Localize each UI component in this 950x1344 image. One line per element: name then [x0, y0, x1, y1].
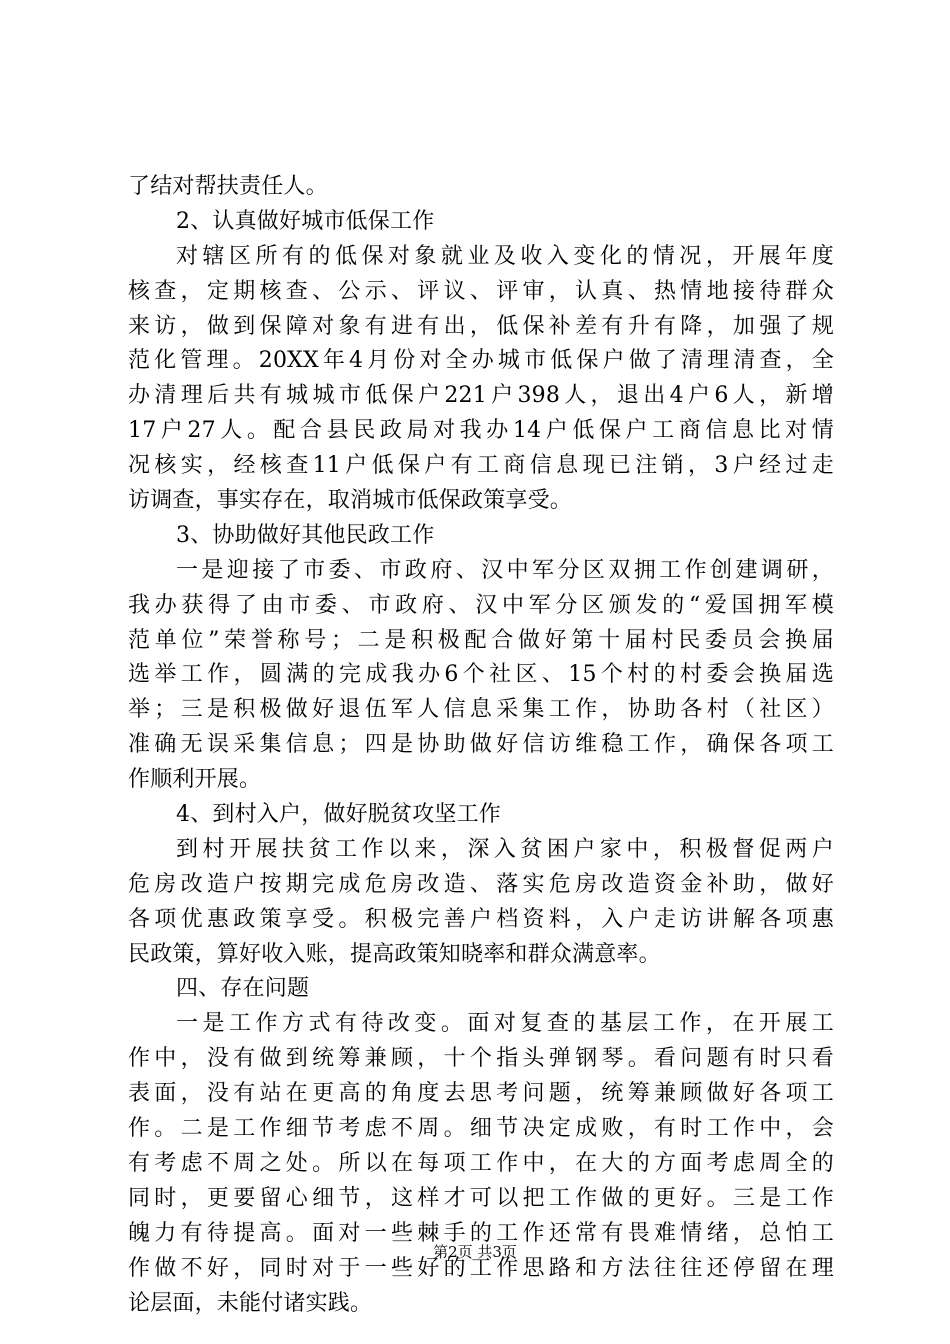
paragraph-line: 论层面，未能付诸实践。: [128, 1290, 373, 1316]
paragraph-line: 办清理后共有城城市低保户221户398人，退出4户6人，新增: [128, 383, 834, 409]
paragraph-line: 表面，没有站在更高的角度去思考问题，统筹兼顾做好各项工: [128, 1081, 834, 1107]
paragraph-line: 一是工作方式有待改变。面对复查的基层工作，在开展工: [176, 1011, 834, 1037]
section-heading: 3、协助做好其他民政工作: [176, 522, 435, 548]
paragraph-line: 到村开展扶贫工作以来，深入贫困户家中，积极督促两户: [176, 836, 834, 862]
paragraph-line: 有考虑不周之处。所以在每项工作中，在大的方面考虑周全的: [128, 1150, 834, 1176]
section-heading: 四、存在问题: [176, 976, 310, 1002]
paragraph-line: 来访，做到保障对象有进有出，低保补差有升有降，加强了规: [128, 313, 834, 339]
paragraph-line: 一是迎接了市委、市政府、汉中军分区双拥工作创建调研，: [176, 557, 834, 583]
paragraph-line: 举；三是积极做好退伍军人信息采集工作，协助各村（社区）: [128, 697, 834, 723]
paragraph-line: 准确无误采集信息；四是协助做好信访维稳工作，确保各项工: [128, 732, 834, 758]
paragraph-line: 选举工作，圆满的完成我办6个社区、15个村的村委会换届选: [128, 662, 834, 688]
section-heading: 4、到村入户，做好脱贫攻坚工作: [176, 802, 501, 828]
paragraph-line: 魄力有待提高。面对一些棘手的工作还常有畏难情绪，总怕工: [128, 1220, 834, 1246]
page-number-footer: 第2页 共3页: [433, 1243, 517, 1261]
paragraph-line: 核查，定期核查、公示、评议、评审，认真、热情地接待群众: [128, 278, 834, 304]
paragraph-line: 危房改造户按期完成危房改造、落实危房改造资金补助，做好: [128, 871, 834, 897]
paragraph-line: 对辖区所有的低保对象就业及收入变化的情况，开展年度: [176, 243, 834, 269]
document-body: [128, 170, 834, 1321]
paragraph-line: 作中，没有做到统筹兼顾，十个指头弹钢琴。看问题有时只看: [128, 1046, 834, 1072]
paragraph-line: 范化管理。20XX年4月份对全办城市低保户做了清理清查，全: [128, 348, 834, 374]
section-heading: 2、认真做好城市低保工作: [176, 208, 435, 234]
paragraph-line: 各项优惠政策享受。积极完善户档资料，入户走访讲解各项惠: [128, 906, 834, 932]
paragraph-line: 作做不好，同时对于一些好的工作思路和方法往往还停留在理: [128, 1255, 834, 1281]
paragraph-line: 同时，更要留心细节，这样才可以把工作做的更好。三是工作: [128, 1185, 834, 1211]
paragraph-line: 况核实，经核查11户低保户有工商信息现已注销，3户经过走: [128, 453, 834, 479]
paragraph-line: 作。二是工作细节考虑不周。细节决定成败，有时工作中，会: [128, 1116, 834, 1142]
paragraph-line: 17户27人。配合县民政局对我办14户低保户工商信息比对情: [128, 418, 834, 444]
paragraph-line: 民政策，算好收入账，提高政策知晓率和群众满意率。: [128, 941, 661, 967]
paragraph-line: 范单位”荣誉称号；二是积极配合做好第十届村民委员会换届: [128, 627, 834, 653]
paragraph-line: 作顺利开展。: [128, 767, 262, 793]
paragraph-line: 我办获得了由市委、市政府、汉中军分区颁发的“爱国拥军模: [128, 592, 834, 618]
text-line: 了结对帮扶责任人。: [128, 174, 328, 199]
paragraph-line: 访调查，事实存在，取消城市低保政策享受。: [128, 488, 573, 514]
